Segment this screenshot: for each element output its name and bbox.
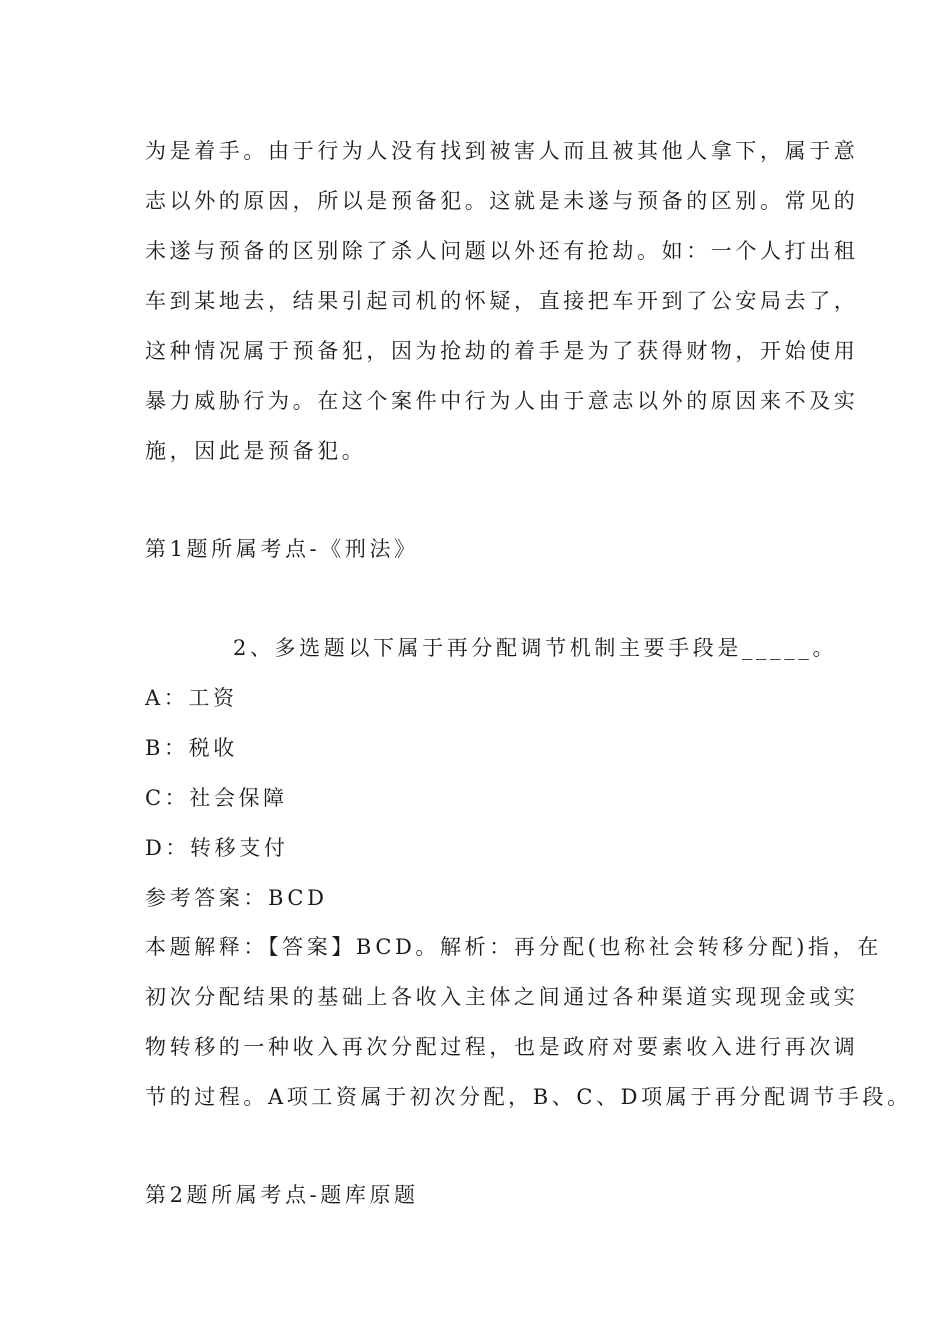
q1-explanation-line: 为是着手。由于行为人没有找到被害人而且被其他人拿下，属于意 [145, 139, 859, 163]
q2-explanation-line: 初次分配结果的基础上各收入主体之间通过各种渠道实现现金或实 [145, 985, 859, 1009]
q1-topic: 第1题所属考点-《刑法》 [145, 537, 419, 561]
q2-topic: 第2题所属考点-题库原题 [145, 1183, 419, 1207]
q1-explanation-paragraph [145, 126, 859, 476]
q2-answer: 参考答案：BCD [145, 886, 328, 910]
q1-explanation-line: 暴力威胁行为。在这个案件中行为人由于意志以外的原因来不及实 [145, 389, 859, 413]
q2-explanation-line: 物转移的一种收入再次分配过程，也是政府对要素收入进行再次调 [145, 1035, 859, 1059]
q1-explanation-line: 志以外的原因，所以是预备犯。这就是未遂与预备的区别。常见的 [145, 189, 859, 213]
q1-explanation-line: 车到某地去，结果引起司机的怀疑，直接把车开到了公安局去了， [145, 289, 859, 313]
q2-option-c: C：社会保障 [145, 786, 288, 810]
q2-option-a: A：工资 [145, 686, 238, 710]
q2-option-d: D：转移支付 [145, 836, 289, 860]
q2-option-b: B：税收 [145, 736, 238, 760]
q2-stem: 2、多选题以下属于再分配调节机制主要手段是_____。 [233, 636, 838, 660]
q2-explanation-paragraph [145, 922, 912, 1122]
q1-explanation-line: 施，因此是预备犯。 [145, 439, 367, 463]
q2-explanation-line: 本题解释：【答案】BCD。解析：再分配(也称社会转移分配)指，在 [145, 935, 882, 959]
q1-explanation-line: 这种情况属于预备犯，因为抢劫的着手是为了获得财物，开始使用 [145, 339, 859, 363]
q2-explanation-line: 节的过程。A项工资属于初次分配，B、C、D项属于再分配调节手段。 [145, 1085, 912, 1109]
q1-explanation-line: 未遂与预备的区别除了杀人问题以外还有抢劫。如：一个人打出租 [145, 239, 859, 263]
